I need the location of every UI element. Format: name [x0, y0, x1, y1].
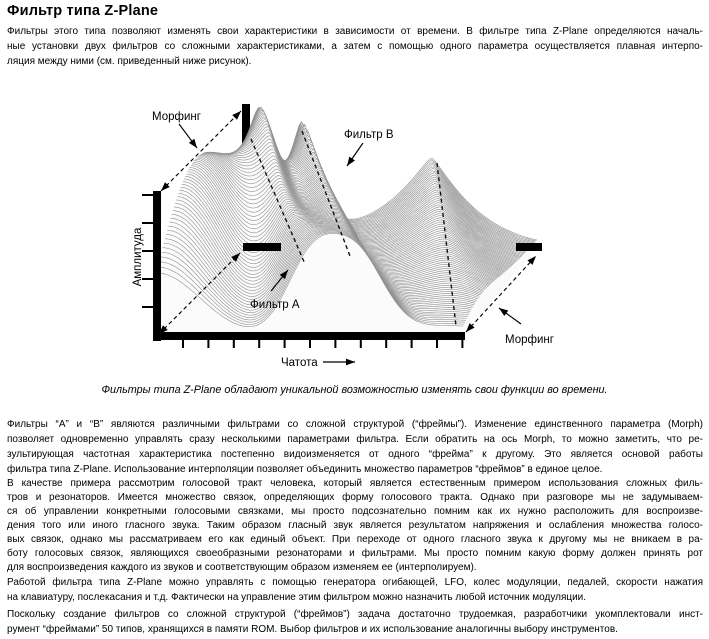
amplitude-axis — [153, 191, 161, 341]
frequency-axis-label: Чатота — [281, 357, 318, 369]
amplitude-tick — [142, 222, 153, 224]
text-line: ся об управлении конкретными голосовыми связками, мы просто подсознательно помним как их нужно расположить для воспроизве- — [7, 506, 703, 517]
figure-caption: Фильтры типа Z-Plane обладают уникальной возможностью изменять свои функции во времени. — [101, 384, 608, 396]
frequency-tick — [461, 340, 463, 348]
frequency-tick — [233, 340, 235, 348]
frequency-axis — [153, 332, 465, 340]
text-line: для воспроизведения каждого из звуков и соответствующим образом изменяем ее (интерполируем). — [7, 562, 477, 573]
text-line: Работой фильтра типа Z-Plane можно управлять с помощью генератора огибающей, LFO, колес модуляции, педалей, скорости нажатия — [7, 577, 703, 588]
frequency-tick — [284, 340, 286, 348]
frequency-tick — [411, 340, 413, 348]
frequency-tick — [334, 340, 336, 348]
text-line: Фильтры “А” и “В” являются различными фильтрами со сложной структурой (“фреймы”). Изменение единственного параметра (Morph) — [7, 419, 703, 430]
filter-a-label: Фильтр A — [250, 299, 300, 311]
paragraph-frames — [7, 417, 703, 477]
text-line: В качестве примера рассмотрим голосовой тракт человека, который является естественным примером использования сложных филь- — [7, 478, 703, 489]
morph-label-bottom: Морфинг — [505, 334, 554, 346]
page-title: Фильтр типа Z-Plane — [7, 3, 159, 19]
text-line: ные установки двух фильтров со сложными характеристиками, а затем с помощью одного параметра осуществляется плавная интерпо- — [7, 41, 703, 52]
morph-surface — [157, 107, 537, 337]
paragraph-rom — [7, 607, 703, 637]
text-line: тров и резонаторов. Имеется множество связок, определяющих форму голосового тракта. Однако при разговоре мы не задумываем- — [7, 492, 703, 503]
frequency-tick — [207, 340, 209, 348]
text-line: румент “фреймами” 50 типов, хранящихся в памяти ROM. Выбор фильтров и их использование аналогичны выбору инструментов. — [7, 624, 618, 635]
frequency-tick — [309, 340, 311, 348]
frequency-tick — [360, 340, 362, 348]
text-line: Фильтры этого типа позволяют изменять свои характеристики в зависимости от времени. В фильтре типа Z-Plane определяются началь- — [7, 26, 703, 37]
text-line: дения того или иного гласного звука. Таким образом гласный звук является результатом напряжения и ослабления множества голосо- — [7, 520, 703, 531]
text-line: позволяет одновременно управлять сразу несколькими параметрами фильтра. Если обратить на ось Morph, то можно заметить, что ре- — [7, 434, 703, 445]
paragraph-voice-tract — [7, 477, 703, 575]
arrowhead — [346, 359, 355, 366]
frequency-tick — [182, 340, 184, 348]
frequency-tick — [385, 340, 387, 348]
frequency-tick — [436, 340, 438, 348]
back-frequency-axis-right — [516, 243, 542, 251]
amplitude-tick — [142, 194, 153, 196]
back-frequency-axis-left — [243, 243, 281, 251]
amplitude-tick — [142, 306, 153, 308]
text-line: вых связок, однако мы рассматриваем его как единый объект. При переходе от одного гласного звука к другому мы не вникаем в ра- — [7, 534, 703, 545]
arrowhead — [189, 139, 197, 148]
text-line: на клавиатуру, послекасания и т.д. Фактически на управление этим фильтром можно назначить любой источник модуляции. — [7, 592, 587, 603]
arrowhead — [232, 111, 241, 120]
text-line: боту голосовых связок, являющихся своеобразными резонаторами и фильтрами. Мы просто помним какую форму должен принять рот — [7, 548, 703, 559]
text-line: Поскольку создание фильтров со сложной структурой (“фреймов”) задача достаточно трудоемкая, разработчики укомплектовали инст- — [7, 609, 703, 620]
frequency-tick — [258, 340, 260, 348]
amplitude-axis-label: Амплитуда — [132, 227, 144, 287]
filter-b-label: Фильтр B — [344, 129, 394, 141]
arrowhead — [499, 308, 508, 316]
text-line: зультирующая частотная характеристика постепенно видоизменяется от одного “фрейма” к другому. Это является основой работы — [7, 449, 703, 460]
text-line: ляция между ними (см. приведенный ниже рисунок). — [7, 56, 252, 67]
text-line: фильтра типа Z-Plane. Использование интерполяции позволяет объединить множество параметров “фреймов” в единое целое. — [7, 464, 603, 475]
arrowhead — [347, 157, 355, 166]
paragraph-modulation — [7, 575, 703, 605]
morph-label-top: Морфинг — [152, 111, 201, 123]
